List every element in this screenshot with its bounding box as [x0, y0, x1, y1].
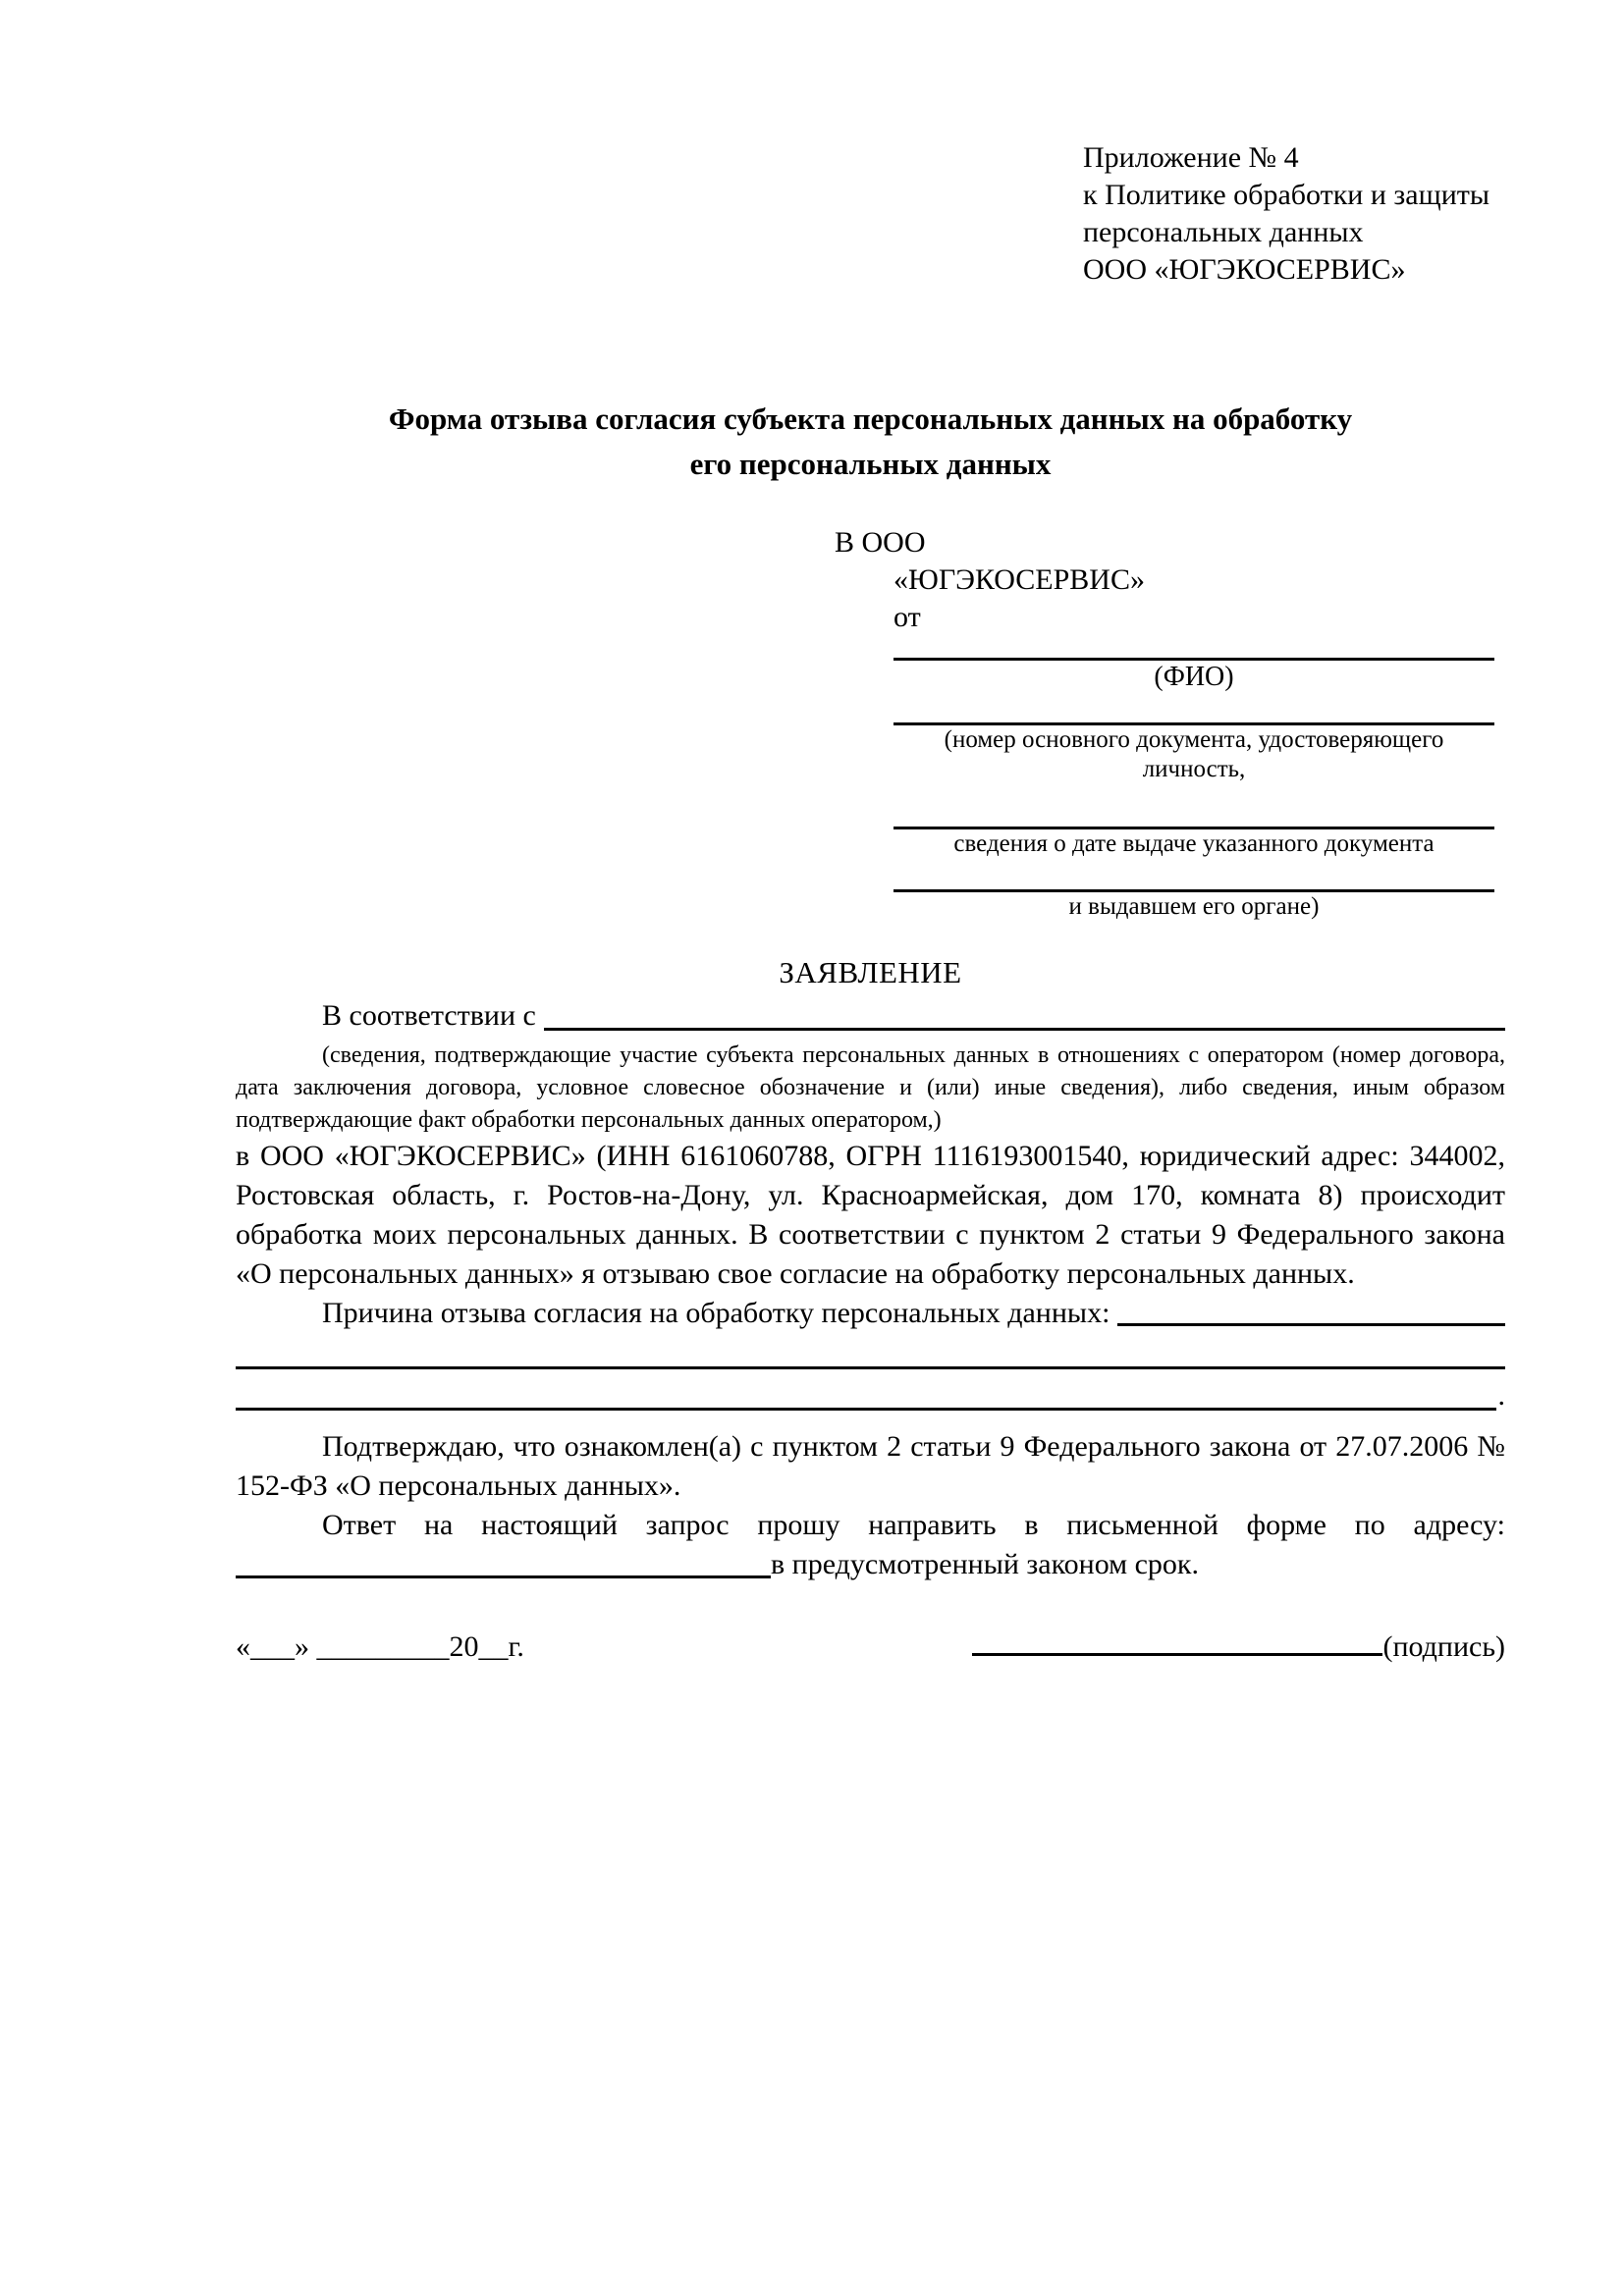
appendix-line-3: персональных данных [1083, 216, 1364, 248]
reason-blank-row-2 [236, 1374, 1505, 1415]
title-line-2: его персональных данных [689, 447, 1052, 481]
issuer-blank-line [893, 859, 1494, 892]
appendix-line-4: ООО «ЮГЭКОСЕРВИС» [1083, 253, 1406, 286]
issuer-caption: и выдавшем его органе) [1068, 893, 1320, 920]
address-blank-line [236, 1545, 771, 1578]
blank-line [236, 1408, 1496, 1411]
reason-prefix: Причина отзыва согласия на обработку персональных данных: [322, 1297, 1110, 1329]
appendix-block [1083, 139, 1505, 289]
issue-date-blank-line [893, 784, 1494, 829]
statement-heading: ЗАЯВЛЕНИЕ [779, 955, 962, 989]
date-blank: «___» _________20__г. [236, 1630, 524, 1663]
appendix-line-1: Приложение № 4 [1083, 141, 1299, 174]
issuer-field [893, 859, 1494, 922]
footnote-text: (сведения, подтверждающие участие субъекта персональных данных в отношениях с оператором (номер договора, дата заключения договора, условное словесное обозначение и (или) иные сведения), либо сведения, иным образом подтверждающие факт обработки персональных данных оператором,) [236, 1042, 1505, 1133]
appendix-line-2: к Политике обработки и защиты [1083, 179, 1490, 211]
identity-document-blank-line [893, 694, 1494, 725]
confirmation-paragraph: Подтверждаю, что ознакомлен(а) с пунктом 2 статьи 9 Федерального закона от 27.07.2006 № 152-ФЗ «О персональных данных». [236, 1430, 1505, 1502]
addressee-details [893, 561, 1505, 922]
reply-suffix: в предусмотренный законом срок. [771, 1548, 1199, 1580]
signature-caption: (подпись) [1382, 1630, 1505, 1663]
according-prefix: В соответствии с [322, 999, 536, 1032]
reason-blank-line [1117, 1294, 1505, 1326]
signature-blank-line [972, 1653, 1382, 1656]
signature-row [236, 1628, 1505, 1667]
fio-blank-line [893, 636, 1494, 661]
blank-line-terminator: . [1497, 1379, 1505, 1412]
document-title [236, 397, 1505, 487]
title-line-1: Форма отзыва согласия субъекта персональных данных на обработку [388, 401, 1353, 436]
addressee-block [835, 524, 1505, 922]
reason-blank-row-1 [236, 1333, 1505, 1374]
fio-caption: (ФИО) [1154, 662, 1234, 692]
fio-field [893, 636, 1494, 694]
identity-document-caption: (номер основного документа, удостоверяющего личность, [944, 726, 1444, 782]
blank-line [236, 1366, 1505, 1369]
according-blank-line [544, 994, 1505, 1031]
reason-line [236, 1294, 1505, 1333]
addressee-org: «ЮГЭКОСЕРВИС» [893, 563, 1145, 596]
statement-body: в ООО «ЮГЭКОСЕРВИС» (ИНН 6161060788, ОГРН 1116193001540, юридический адрес: 344002, Ростовская область, г. Ростов-на-Дону, ул. Красноармейская, дом 170, комната 8) происходит обработка моих персональных данных. В соответствии с пунктом 2 статьи 9 Федерального закона «О персональных данных» я отзываю свое согласие на обработку персональных данных. [236, 1140, 1505, 1290]
reply-address-line [236, 1545, 1505, 1584]
issue-date-field [893, 784, 1494, 859]
identity-document-field [893, 694, 1494, 784]
addressee-from-label: от [893, 601, 921, 633]
addressee-to: В ООО [835, 526, 926, 559]
reply-request-line: Ответ на настоящий запрос прошу направить в письменной форме по адресу: [322, 1509, 1505, 1541]
signature-area [972, 1628, 1505, 1667]
issue-date-caption: сведения о дате выдаче указанного документа [953, 830, 1435, 857]
according-line [236, 994, 1505, 1038]
